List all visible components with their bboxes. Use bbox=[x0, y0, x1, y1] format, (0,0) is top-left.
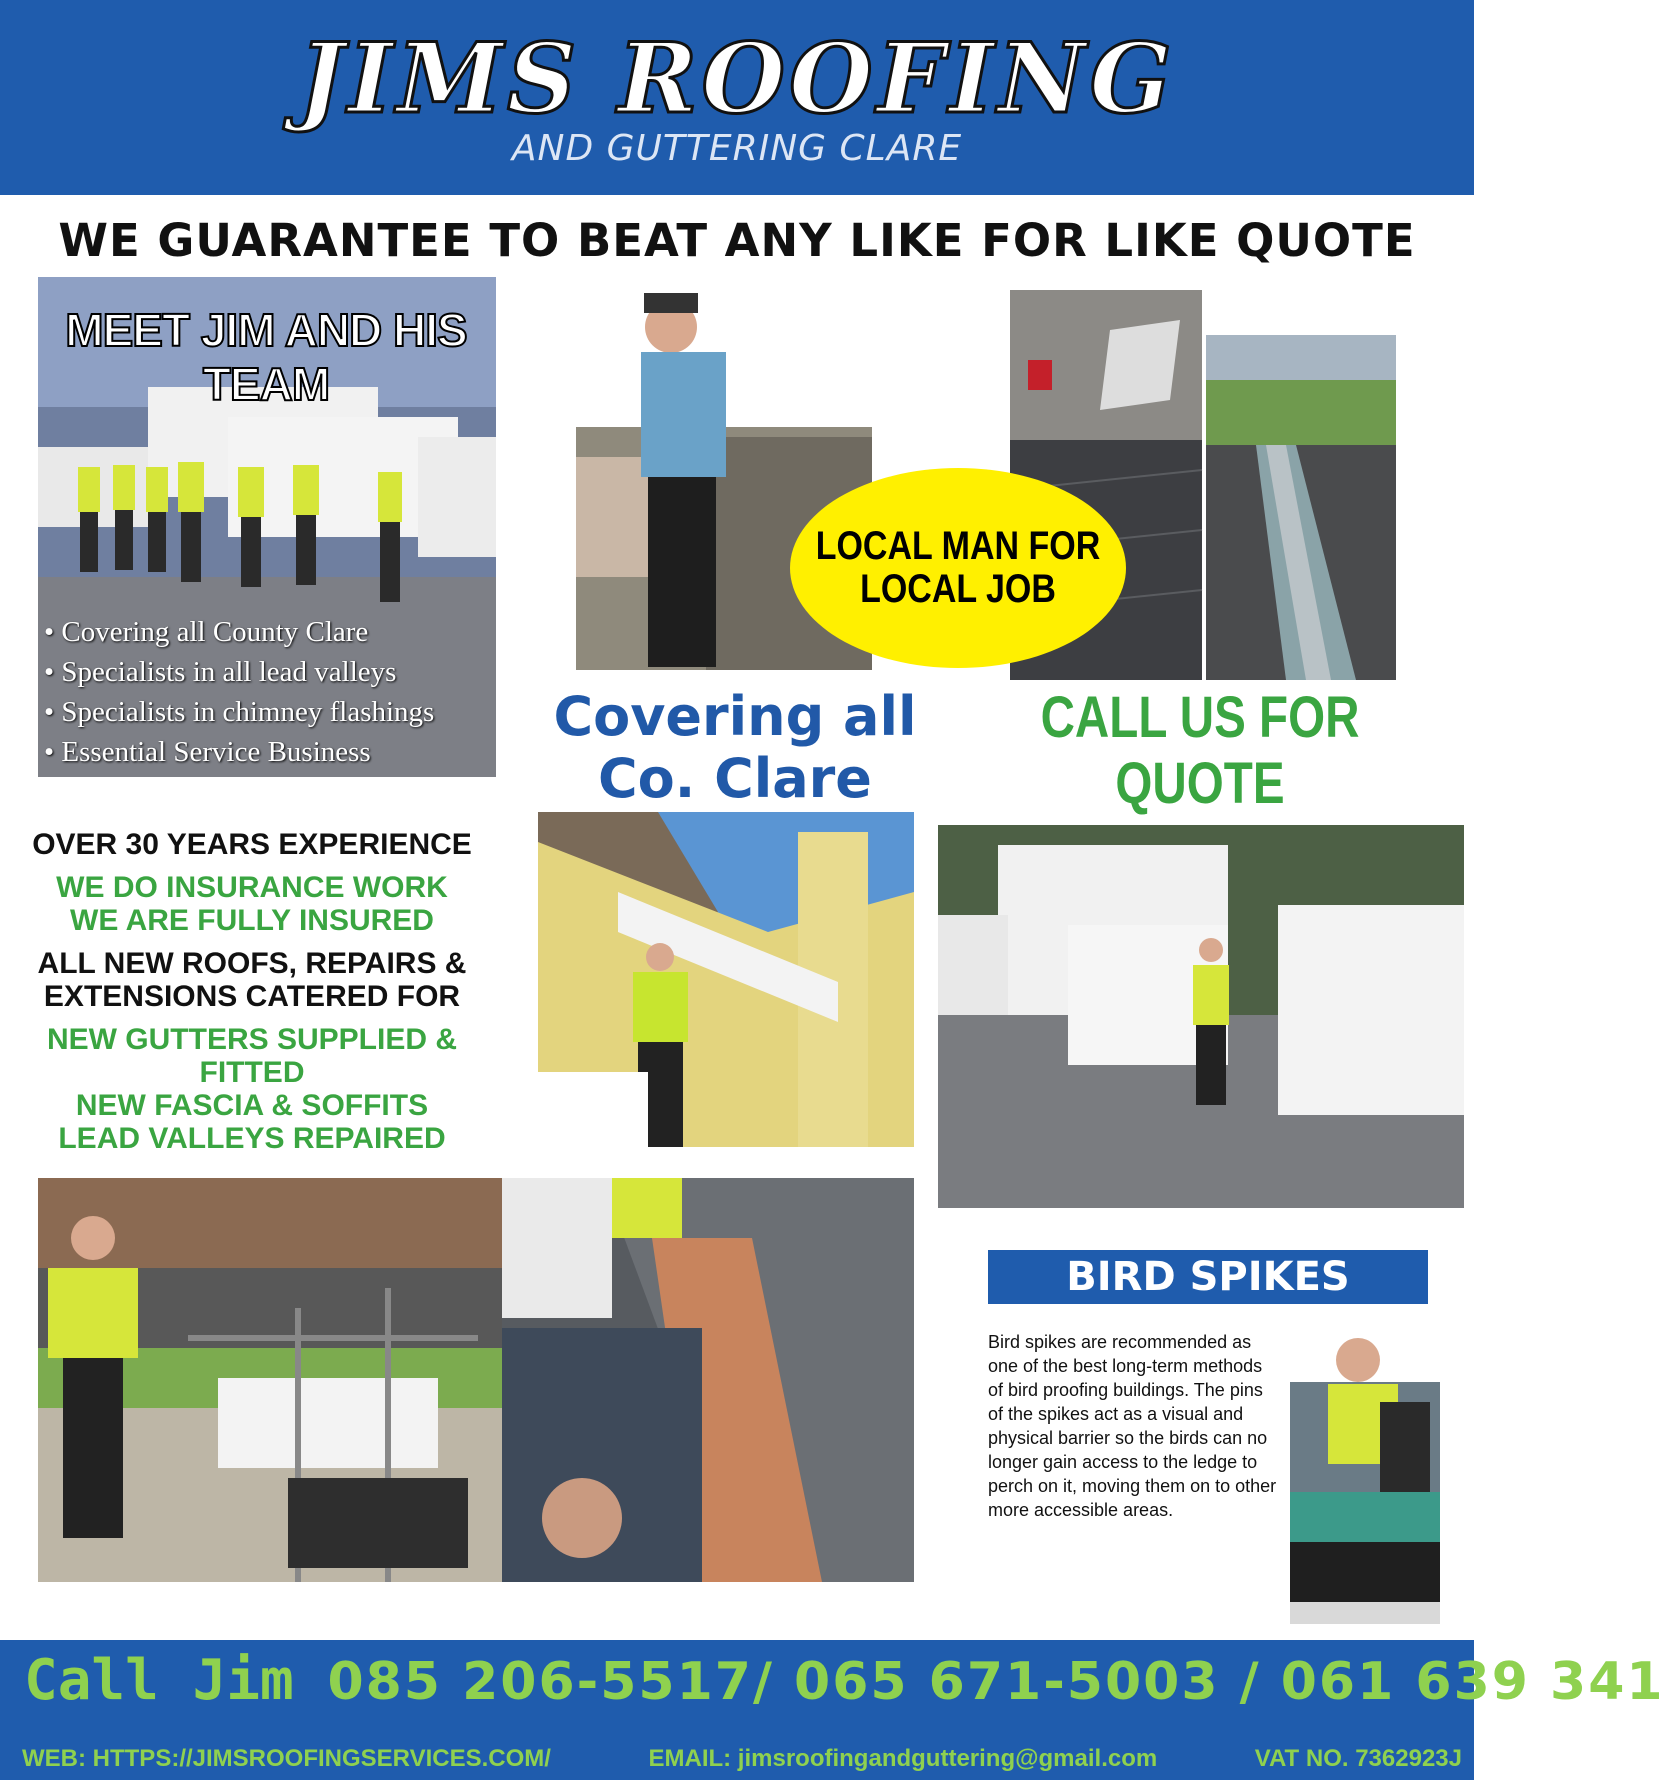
service-bullet-list bbox=[38, 612, 500, 772]
bullet-item: • Specialists in all lead valleys bbox=[44, 652, 500, 692]
bird-spikes-photo bbox=[1290, 1322, 1440, 1624]
experience-line: ALL NEW ROOFS, REPAIRS & bbox=[37, 947, 467, 980]
bird-spikes-heading: BIRD SPIKES bbox=[988, 1250, 1428, 1304]
team-title: MEET JIM AND HIS TEAM bbox=[65, 304, 467, 410]
vat-number: VAT NO. 7362923J bbox=[1254, 1745, 1462, 1772]
guarantee-headline: WE GUARANTEE TO BEAT ANY LIKE FOR LIKE QUOTE bbox=[58, 214, 1416, 267]
local-man-badge-text: LOCAL MAN FOR LOCAL JOB bbox=[815, 524, 1101, 611]
roof-valley-photo bbox=[1206, 335, 1396, 680]
covering-clare-text bbox=[540, 686, 930, 810]
experience-line: LEAD VALLEYS REPAIRED bbox=[58, 1122, 446, 1155]
website-link[interactable]: WEB: HTTPS://JIMSROOFINGSERVICES.COM/ bbox=[22, 1745, 551, 1772]
experience-line: OVER 30 YEARS EXPERIENCE bbox=[32, 828, 472, 861]
experience-line: NEW FASCIA & SOFFITS bbox=[75, 1089, 429, 1122]
bullet-item: • Covering all County Clare bbox=[44, 612, 500, 652]
gutter-fitting-photo bbox=[538, 812, 914, 1147]
covering-line-1: Covering all bbox=[553, 685, 917, 748]
vans-photo bbox=[938, 825, 1464, 1208]
team-panel bbox=[38, 277, 496, 777]
call-jim-label: Call Jim bbox=[24, 1648, 294, 1713]
phone-numbers[interactable]: 085 206-5517/ 065 671-5003 / 061 639 341 bbox=[327, 1652, 1665, 1712]
bullet-item: • Essential Service Business bbox=[44, 732, 500, 772]
covering-line-2: Co. Clare bbox=[598, 747, 872, 810]
brand-logo-text: JIMS ROOFING bbox=[298, 22, 1176, 135]
local-man-badge bbox=[790, 468, 1126, 668]
experience-line: WE ARE FULLY INSURED bbox=[70, 904, 434, 937]
experience-list bbox=[24, 828, 480, 1155]
experience-line: EXTENSIONS CATERED FOR bbox=[43, 980, 461, 1013]
bird-spikes-description: Bird spikes are recommended as one of the best long-term methods of bird proofing buildings. The pins of the spikes act as a visual and physical barrier so the birds can no longer gain access to the ledge to perch on it, moving them on to other more accessible areas. bbox=[988, 1332, 1277, 1520]
ridge-repair-photo bbox=[502, 1178, 914, 1582]
bullet-item: • Specialists in chimney flashings bbox=[44, 692, 500, 732]
scaffold-photo bbox=[38, 1178, 502, 1582]
experience-line: WE DO INSURANCE WORK bbox=[56, 871, 448, 904]
call-jim-line bbox=[24, 1648, 1665, 1713]
call-quote-line-1: CALL US FOR QUOTE bbox=[1040, 685, 1360, 816]
brand-subtitle: AND GUTTERING CLARE bbox=[511, 128, 963, 169]
email-link[interactable]: EMAIL: jimsroofingandguttering@gmail.com bbox=[648, 1745, 1158, 1772]
experience-line: NEW GUTTERS SUPPLIED & FITTED bbox=[46, 1023, 458, 1089]
contact-line bbox=[22, 1745, 1462, 1773]
